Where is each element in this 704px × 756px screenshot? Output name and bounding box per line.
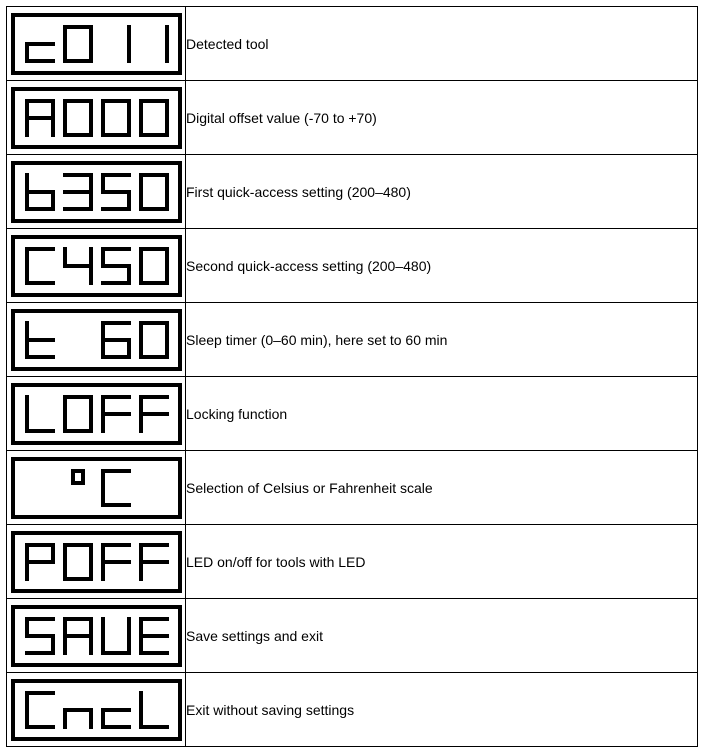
lcd-segment — [139, 173, 169, 177]
lcd-digits — [22, 21, 172, 67]
table-row — [7, 673, 698, 747]
lcd-segment — [25, 651, 55, 655]
lcd-segment — [101, 281, 131, 285]
lcd-segment — [101, 414, 105, 433]
lcd-segment — [89, 710, 93, 729]
lcd-segment — [25, 617, 55, 621]
lcd-segment — [101, 118, 105, 137]
lcd-segment — [165, 99, 169, 118]
lcd-segment — [25, 338, 55, 342]
lcd-segment — [101, 173, 105, 192]
lcd-segment — [71, 469, 75, 485]
lcd-segment — [101, 264, 131, 268]
lcd-segment — [101, 99, 131, 103]
lcd-segment — [101, 133, 131, 137]
lcd-segment — [51, 118, 55, 137]
lcd-segment — [139, 725, 169, 729]
lcd-segment — [63, 99, 67, 118]
lcd-segment — [25, 634, 55, 638]
lcd-segment — [63, 395, 93, 399]
lcd-segment — [139, 414, 143, 433]
lcd-segment — [139, 395, 169, 399]
lcd-digits — [22, 95, 172, 141]
lcd-segment — [127, 44, 131, 63]
lcd-segment — [139, 266, 143, 285]
lcd-segment — [63, 636, 67, 655]
lcd-segment — [139, 192, 143, 211]
lcd-segment — [25, 543, 29, 562]
lcd-segment — [81, 469, 85, 485]
table-row — [7, 229, 698, 303]
lcd-segment — [101, 560, 131, 564]
lcd-segment — [25, 691, 55, 695]
lcd-segment — [63, 577, 93, 581]
lcd-digits — [22, 613, 172, 659]
lcd-segment — [63, 710, 67, 729]
lcd-segment — [139, 617, 169, 621]
lcd-segment — [165, 44, 169, 63]
lcd-segment — [63, 414, 67, 433]
lcd-segment — [127, 99, 131, 118]
lcd-segment — [25, 99, 55, 103]
lcd-segment — [25, 42, 55, 46]
row-description: Second quick-access setting (200–480) — [186, 229, 698, 303]
lcd-segment — [63, 617, 67, 636]
lcd-display — [11, 13, 182, 75]
lcd-segment — [101, 338, 131, 342]
lcd-segment — [63, 173, 93, 177]
table-row — [7, 377, 698, 451]
lcd-segment — [63, 543, 93, 547]
lcd-display — [11, 235, 182, 297]
lcd-segment — [139, 634, 169, 638]
lcd-segment — [139, 99, 143, 118]
table-row — [7, 525, 698, 599]
lcd-segment — [139, 99, 169, 103]
lcd-display — [11, 309, 182, 371]
lcd-segment — [89, 247, 93, 266]
lcd-segment — [63, 118, 67, 137]
lcd-segment — [139, 321, 143, 340]
lcd-segment — [63, 634, 93, 638]
lcd-segment — [101, 247, 105, 266]
lcd-segment — [165, 321, 169, 340]
settings-menu-table — [6, 6, 698, 747]
lcd-segment — [101, 395, 131, 399]
table-row — [7, 155, 698, 229]
lcd-segment — [139, 560, 169, 564]
lcd-digits — [22, 687, 172, 733]
lcd-digits — [22, 243, 172, 289]
lcd-segment — [101, 708, 131, 712]
lcd-segment — [63, 99, 93, 103]
lcd-segment — [139, 173, 143, 192]
lcd-segment — [25, 321, 29, 340]
lcd-segment — [63, 25, 67, 44]
lcd-segment — [63, 247, 67, 266]
row-description: Detected tool — [186, 7, 698, 81]
lcd-segment — [25, 247, 55, 251]
row-description: Locking function — [186, 377, 698, 451]
lcd-segment — [127, 25, 131, 44]
lcd-segment — [25, 118, 29, 137]
lcd-segment — [89, 543, 93, 562]
lcd-segment — [101, 247, 131, 251]
lcd-segment — [101, 355, 131, 359]
lcd-segment — [63, 59, 93, 63]
lcd-display — [11, 457, 182, 519]
lcd-digits — [22, 317, 172, 363]
lcd-segment — [63, 543, 67, 562]
lcd-segment — [101, 543, 105, 562]
lcd-segment — [101, 207, 131, 211]
row-description: Selection of Celsius or Fahrenheit scale — [186, 451, 698, 525]
row-description: First quick-access setting (200–480) — [186, 155, 698, 229]
lcd-digits — [22, 465, 172, 511]
lcd-segment — [63, 264, 93, 268]
lcd-segment — [101, 636, 105, 655]
lcd-segment — [63, 207, 93, 211]
lcd-segment — [51, 99, 55, 118]
lcd-segment — [63, 708, 93, 712]
lcd-segment — [89, 636, 93, 655]
lcd-display — [11, 605, 182, 667]
lcd-segment — [101, 173, 131, 177]
lcd-segment — [63, 133, 93, 137]
lcd-segment — [25, 562, 29, 581]
table-row — [7, 303, 698, 377]
lcd-segment — [101, 99, 105, 118]
lcd-display — [11, 531, 182, 593]
row-description: Sleep timer (0–60 min), here set to 60 min — [186, 303, 698, 377]
lcd-segment — [63, 190, 93, 194]
lcd-segment — [139, 617, 143, 636]
lcd-segment — [139, 207, 169, 211]
lcd-segment — [25, 429, 55, 433]
lcd-segment — [25, 190, 55, 194]
lcd-segment — [63, 25, 93, 29]
lcd-segment — [89, 25, 93, 44]
lcd-segment — [139, 651, 169, 655]
lcd-segment — [25, 59, 55, 63]
lcd-segment — [139, 281, 169, 285]
lcd-segment — [25, 99, 29, 118]
lcd-segment — [63, 44, 67, 63]
lcd-segment — [89, 173, 93, 192]
lcd-segment — [139, 412, 169, 416]
lcd-segment — [25, 355, 55, 359]
lcd-segment — [139, 118, 143, 137]
row-description: Save settings and exit — [186, 599, 698, 673]
table-row — [7, 599, 698, 673]
lcd-segment — [101, 503, 131, 507]
lcd-segment — [25, 207, 55, 211]
lcd-segment — [25, 617, 29, 636]
lcd-segment — [139, 247, 169, 251]
lcd-segment — [101, 321, 105, 340]
table-row — [7, 7, 698, 81]
lcd-segment — [139, 247, 143, 266]
lcd-segment — [139, 355, 169, 359]
lcd-segment — [101, 617, 105, 636]
lcd-segment — [127, 617, 131, 636]
lcd-segment — [101, 651, 131, 655]
lcd-segment — [63, 395, 67, 414]
lcd-segment — [25, 395, 29, 414]
lcd-display — [11, 679, 182, 741]
lcd-segment — [139, 340, 143, 359]
lcd-segment — [89, 617, 93, 636]
lcd-segment — [139, 543, 143, 562]
lcd-segment — [139, 562, 143, 581]
lcd-segment — [165, 247, 169, 266]
lcd-digits — [22, 169, 172, 215]
lcd-segment — [89, 395, 93, 414]
row-description: Digital offset value (-70 to +70) — [186, 81, 698, 155]
lcd-segment — [89, 266, 93, 285]
lcd-segment — [139, 133, 169, 137]
lcd-segment — [51, 543, 55, 562]
lcd-segment — [63, 617, 93, 621]
lcd-segment — [101, 469, 131, 473]
lcd-segment — [25, 173, 29, 192]
lcd-segment — [101, 412, 131, 416]
lcd-segment — [139, 691, 143, 710]
lcd-segment — [101, 562, 105, 581]
lcd-digits — [22, 391, 172, 437]
lcd-segment — [165, 25, 169, 44]
lcd-display — [11, 383, 182, 445]
lcd-segment — [89, 99, 93, 118]
lcd-segment — [25, 247, 29, 266]
lcd-segment — [139, 543, 169, 547]
lcd-segment — [101, 321, 131, 325]
lcd-display — [11, 161, 182, 223]
lcd-digits — [22, 539, 172, 585]
lcd-segment — [101, 543, 131, 547]
lcd-segment — [25, 725, 55, 729]
lcd-segment — [127, 340, 131, 359]
table-row — [7, 451, 698, 525]
lcd-segment — [25, 543, 55, 547]
lcd-segment — [63, 429, 93, 433]
row-description: Exit without saving settings — [186, 673, 698, 747]
lcd-segment — [101, 395, 105, 414]
lcd-segment — [25, 691, 29, 710]
lcd-segment — [101, 725, 131, 729]
lcd-segment — [139, 395, 143, 414]
lcd-segment — [25, 281, 55, 285]
lcd-segment — [63, 562, 67, 581]
lcd-display — [11, 87, 182, 149]
lcd-segment — [25, 560, 55, 564]
lcd-segment — [25, 116, 55, 120]
table-row — [7, 81, 698, 155]
lcd-segment — [101, 469, 105, 488]
lcd-segment — [165, 173, 169, 192]
lcd-segment — [139, 321, 169, 325]
lcd-segment — [101, 190, 131, 194]
row-description: LED on/off for tools with LED — [186, 525, 698, 599]
